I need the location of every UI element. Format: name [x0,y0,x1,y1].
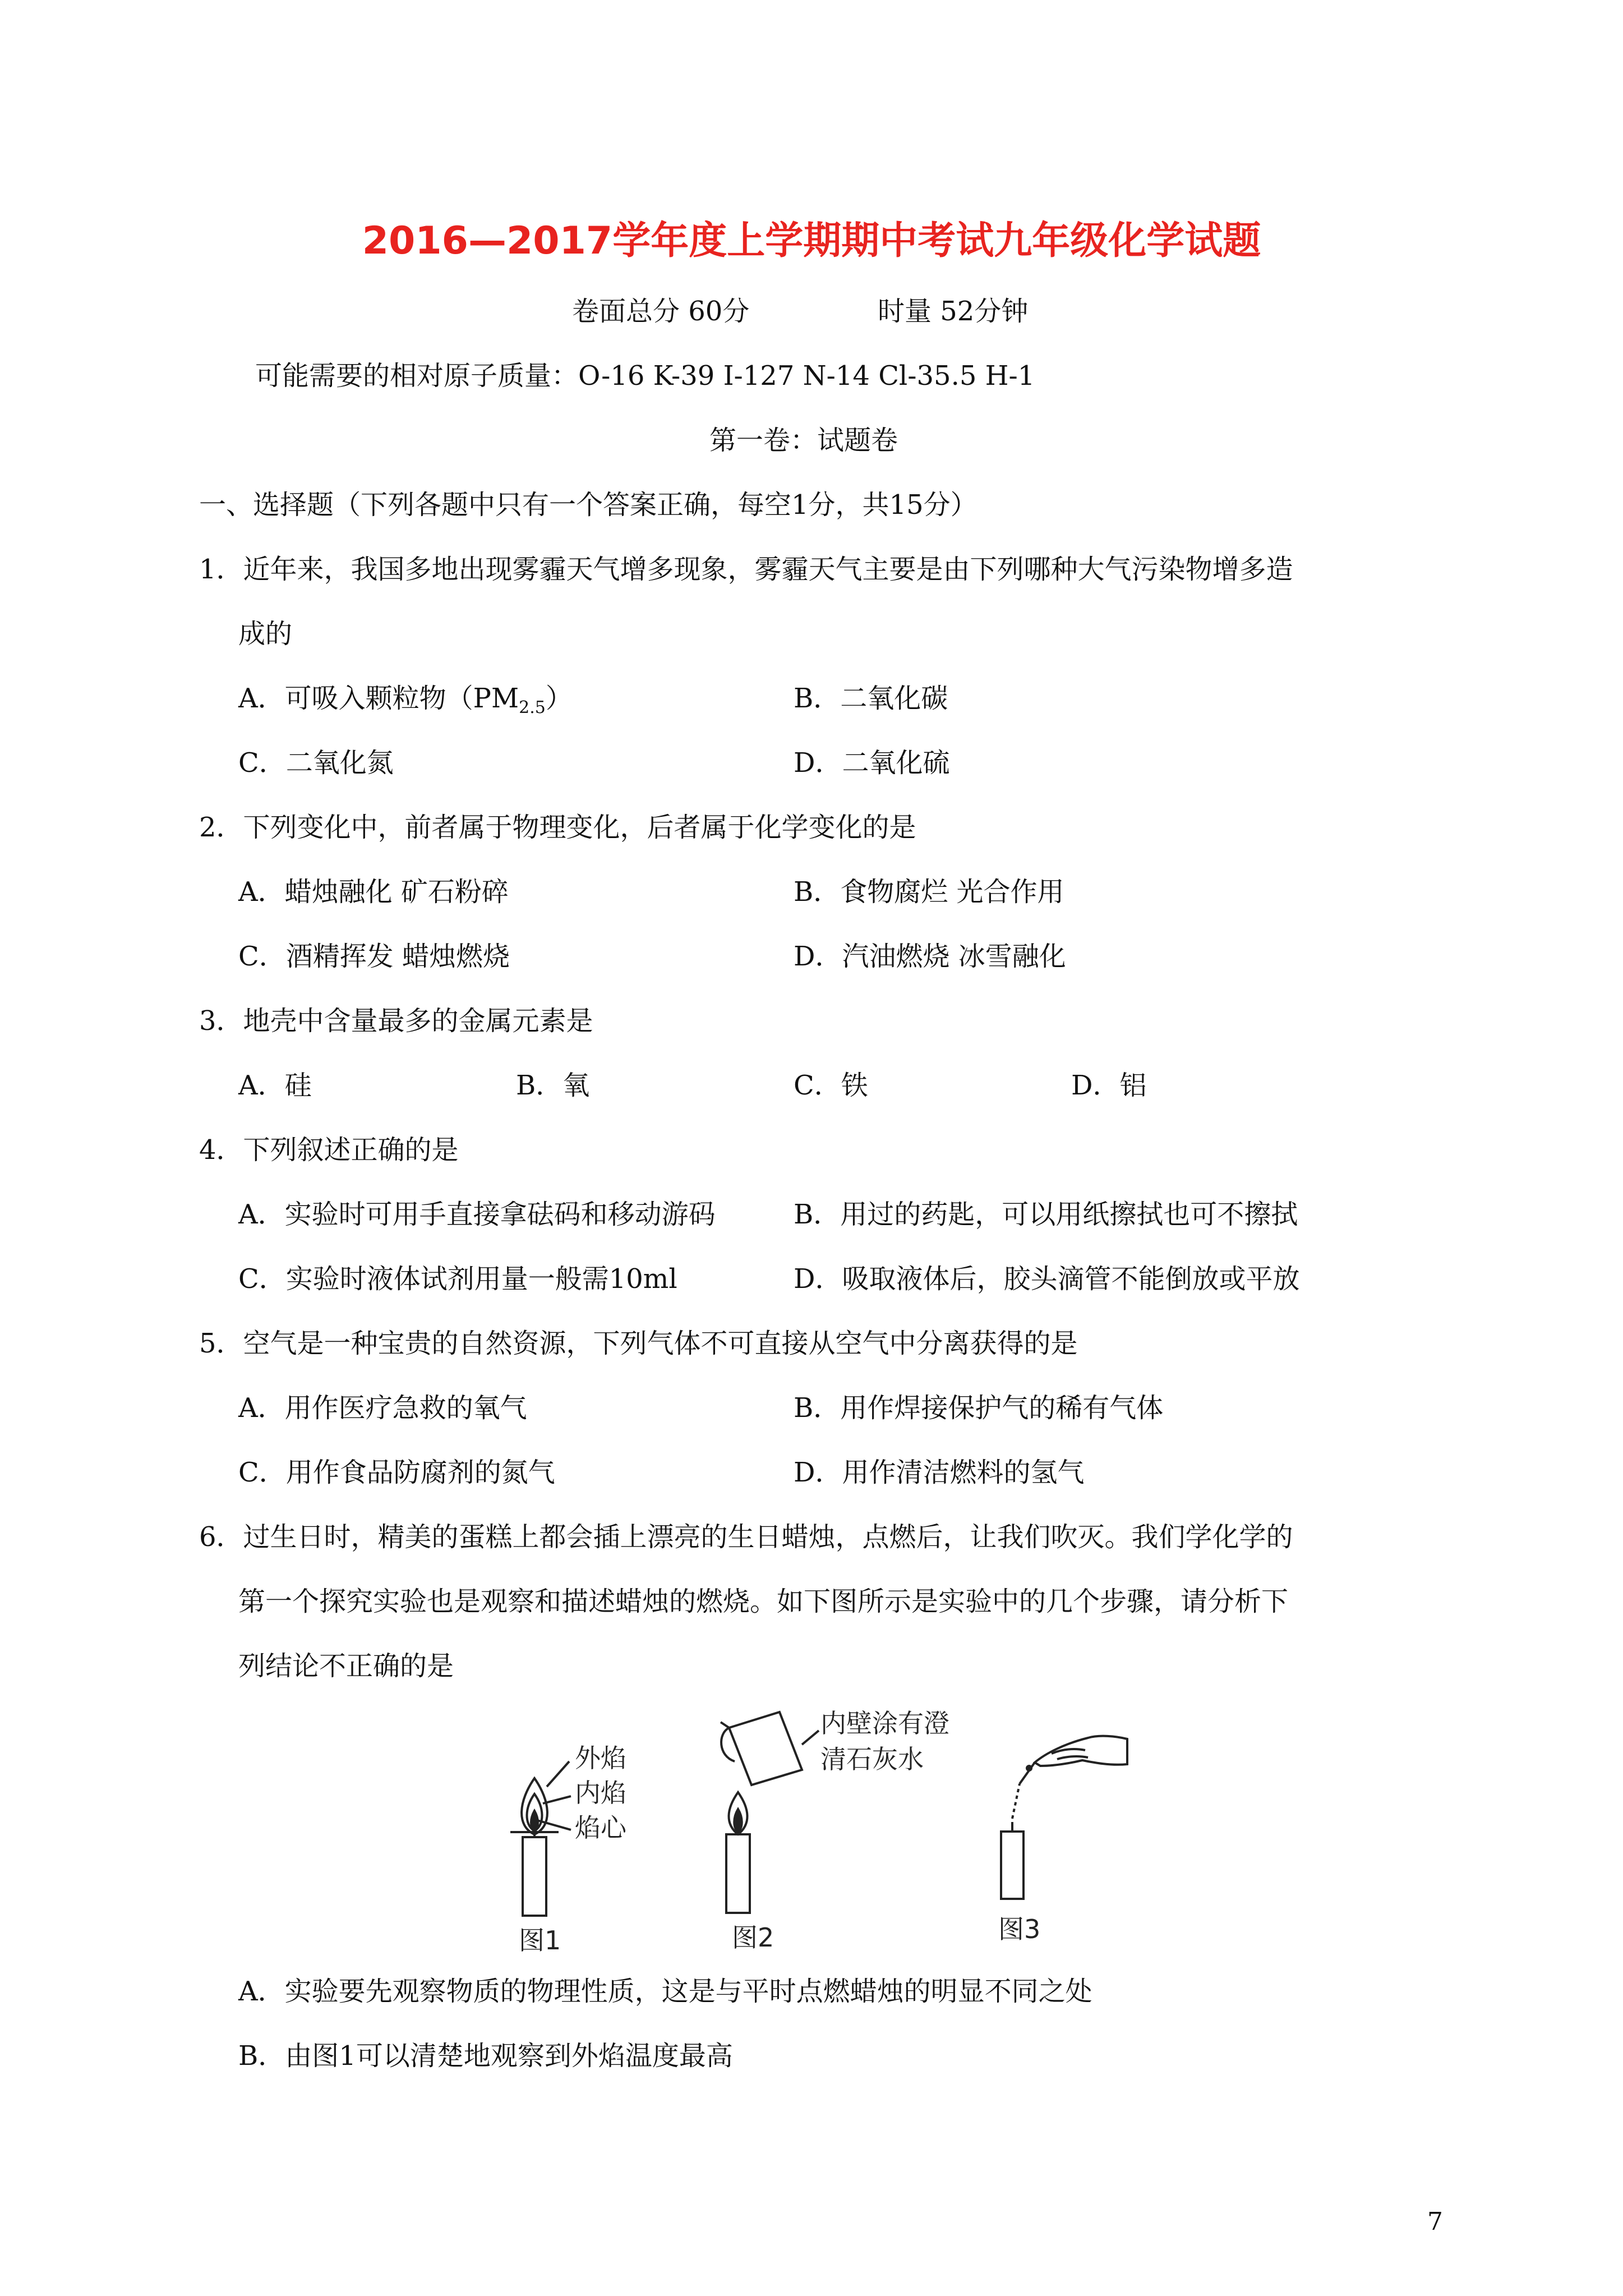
q4-option-b: B．用过的药匙，可以用纸擦拭也可不擦拭 [794,1199,1298,1230]
q3-option-b: B．氧 [516,1070,590,1101]
q1-stem-line-1: 1．近年来，我国多地出现雾霾天气增多现象，雾霾天气主要是由下列哪种大气污染物增多造 [199,554,1293,585]
q6-option-b: B．由图1可以清楚地观察到外焰温度最高 [238,2040,733,2072]
page-number: 7 [1427,2207,1443,2236]
q5-option-b: B．用作焊接保护气的稀有气体 [794,1392,1164,1424]
label-beaker-note-line-1: 内壁涂有澄 [820,1708,949,1738]
figure-2-beaker-candle [721,1712,819,1913]
part-title: 第一卷：试题卷 [709,425,898,456]
q5-option-c: C．用作食品防腐剂的氮气 [238,1457,555,1488]
q6-stem-line-3: 列结论不正确的是 [238,1650,454,1682]
q1-option-b: B．二氧化碳 [794,683,948,714]
q5-option-d: D．用作清洁燃料的氢气 [794,1457,1085,1488]
q1-option-a-tail: ） [545,683,573,714]
q4-option-d: D．吸取液体后，胶头滴管不能倒放或平放 [794,1263,1300,1295]
caption-figure-3: 图3 [998,1914,1041,1944]
q3-option-a: A．硅 [238,1070,312,1101]
q6-stem-line-2: 第一个探究实验也是观察和描述蜡烛的燃烧。如下图所示是实验中的几个步骤，请分析下 [238,1586,1289,1617]
q5-stem: 5．空气是一种宝贵的自然资源，下列气体不可直接从空气中分离获得的是 [199,1328,1078,1359]
q3-option-c: C．铁 [794,1070,868,1101]
q1-option-d: D．二氧化硫 [794,747,950,779]
section-title: 一、选择题（下列各题中只有一个答案正确，每空1分，共15分） [199,489,978,521]
figure-1-candle [510,1761,571,1916]
q1-option-a-text: A．可吸入颗粒物（PM [238,683,519,714]
label-flame-core: 焰心 [575,1812,626,1843]
q2-option-a: A．蜡烛融化 矿石粉碎 [238,876,509,908]
caption-figure-2: 图2 [732,1922,774,1953]
q1-option-c: C．二氧化氮 [238,747,394,779]
q1-option-a-subscript: 2.5 [519,698,546,717]
q4-option-a: A．实验时可用手直接拿砝码和移动游码 [238,1199,716,1230]
exam-title: 2016—2017学年度上学期期中考试九年级化学试题 [362,219,1261,263]
q4-option-c: C．实验时液体试剂用量一般需10ml [238,1263,677,1295]
q2-option-b: B．食物腐烂 光合作用 [794,876,1064,908]
q2-stem: 2．下列变化中，前者属于物理变化，后者属于化学变化的是 [199,812,916,843]
q5-option-a: A．用作医疗急救的氧气 [238,1392,527,1424]
q6-option-a: A．实验要先观察物质的物理性质，这是与平时点燃蜡烛的明显不同之处 [238,1976,1092,2007]
q1-stem-line-2: 成的 [238,618,293,650]
time-limit: 时量 52分钟 [878,296,1029,327]
q1-option-a [238,682,573,725]
label-outer-flame: 外焰 [575,1743,626,1773]
q2-option-c: C．酒精挥发 蜡烛燃烧 [238,941,510,972]
q3-option-d: D．铝 [1071,1070,1147,1101]
q2-option-d: D．汽油燃烧 冰雪融化 [794,941,1066,972]
figure-3-hand-candle [1001,1736,1127,1899]
caption-figure-1: 图1 [519,1925,561,1955]
label-beaker-note-line-2: 清石灰水 [820,1744,924,1774]
q4-stem: 4．下列叙述正确的是 [199,1134,459,1166]
total-score: 卷面总分 60分 [572,296,750,327]
q6-stem-line-1: 6．过生日时，精美的蛋糕上都会插上漂亮的生日蜡烛，点燃后，让我们吹灭。我们学化学的 [199,1521,1293,1553]
q3-stem: 3．地壳中含量最多的金属元素是 [199,1005,593,1037]
candle-experiment-figure [505,1700,1150,1958]
atomic-masses: 可能需要的相对原子质量：O-16 K-39 I-127 N-14 Cl-35.5 H-1 [255,360,1035,392]
label-inner-flame: 内焰 [575,1778,626,1808]
